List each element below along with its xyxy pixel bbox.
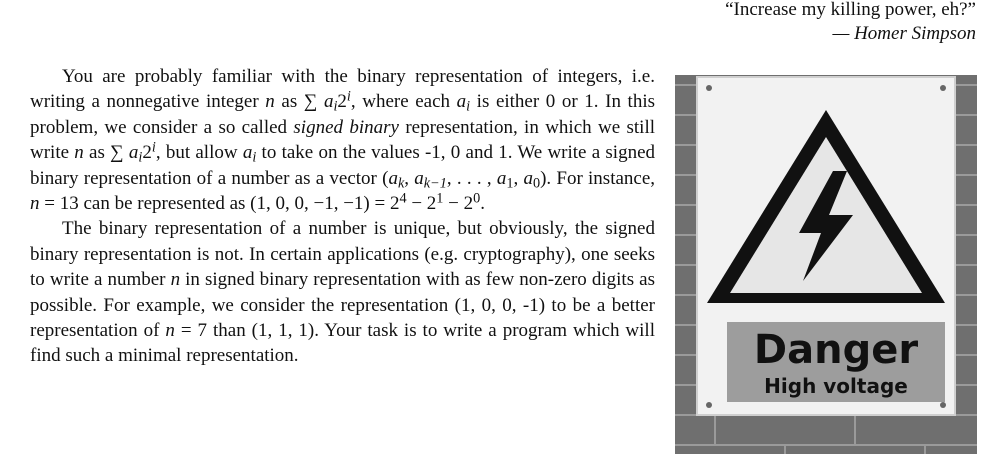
math-var: n — [165, 320, 175, 342]
text-run: The binary representation of a number is unique, but obviously, the signed binary representation is not. In certain applications (e.g. cryptography), one seeks to write a number — [30, 218, 655, 291]
math-subscript: i — [252, 149, 257, 166]
text-run: , — [513, 167, 524, 189]
math-sum: ∑ a — [110, 142, 139, 164]
text-run: as — [274, 91, 304, 113]
math-base: 2 — [142, 142, 152, 164]
math-subscript: k — [397, 175, 405, 192]
danger-sign-photo — [675, 75, 977, 454]
math-var: a — [496, 167, 507, 189]
math-superscript: 0 — [473, 190, 481, 207]
screw-icon — [706, 402, 712, 408]
text-run: − 2 — [443, 193, 474, 215]
math-var: n — [74, 142, 84, 164]
text-run: is either 0 or 1. In this problem, we consider a so called — [30, 91, 656, 138]
math-superscript: i — [346, 89, 351, 105]
math-superscript: 1 — [436, 190, 444, 207]
text-run: = 7 than (1, 1, 1). Your task is to write a program which will find such a minimal representation. — [30, 320, 655, 367]
text-run: representation, in which we still write — [30, 116, 655, 164]
math-subscript: k−1 — [423, 175, 447, 192]
math-subscript: 0 — [532, 175, 541, 192]
epigraph — [725, 0, 976, 46]
math-var: a — [388, 167, 398, 189]
math-subscript: i — [333, 98, 338, 115]
math-var: a — [414, 167, 424, 189]
math-superscript: i — [151, 139, 156, 156]
math-var: n — [265, 91, 275, 113]
screw-icon — [940, 85, 946, 91]
math-var: a — [523, 167, 533, 189]
text-run: You are probably familiar with the binary representation of integers, i.e. writing a nonnegative integer — [30, 66, 655, 113]
sign-subtitle: High voltage — [764, 374, 908, 398]
math-subscript: i — [138, 149, 143, 166]
text-run: , where each — [350, 91, 457, 113]
epigraph-quote: “Increase my killing power, eh?” — [725, 0, 976, 20]
math-subscript: i — [466, 98, 471, 115]
math-subscript: 1 — [506, 175, 514, 192]
text-run: . — [480, 193, 486, 215]
text-run: as — [83, 142, 111, 164]
text-run: , . . . , — [446, 167, 497, 189]
screw-icon — [940, 402, 946, 408]
text-run: = 13 can be represented as (1, 0, 0, −1, −1) = 2 — [39, 193, 400, 215]
problem-statement — [30, 64, 655, 369]
text-run: , — [404, 167, 415, 189]
text-run: ). For instance, — [540, 167, 656, 189]
math-superscript: 4 — [399, 190, 407, 207]
sign-title: Danger — [753, 327, 919, 373]
text-run: to take on the values -1, 0 and 1. We write a signed binary representation of a number as a vector ( — [30, 142, 656, 189]
math-var: n — [170, 269, 181, 291]
epigraph-attribution: — Homer Simpson — [832, 23, 976, 44]
paragraph-1 — [30, 64, 655, 216]
math-base: 2 — [337, 91, 347, 113]
math-var: a — [456, 91, 467, 113]
math-var: n — [30, 193, 40, 215]
math-var: a — [242, 142, 253, 164]
screw-icon — [706, 85, 712, 91]
text-run: in signed binary representation with as few non-zero digits as possible. For example, we consider the representation (1, 0, 0, -1) to be a better representation of — [30, 269, 655, 342]
paragraph-2 — [30, 216, 655, 368]
text-run: , but allow — [155, 142, 243, 164]
math-sum: ∑ a — [303, 91, 334, 113]
text-run: − 2 — [406, 193, 437, 215]
danger-sign-illustration — [675, 75, 977, 454]
emphasis: signed binary — [293, 116, 399, 138]
